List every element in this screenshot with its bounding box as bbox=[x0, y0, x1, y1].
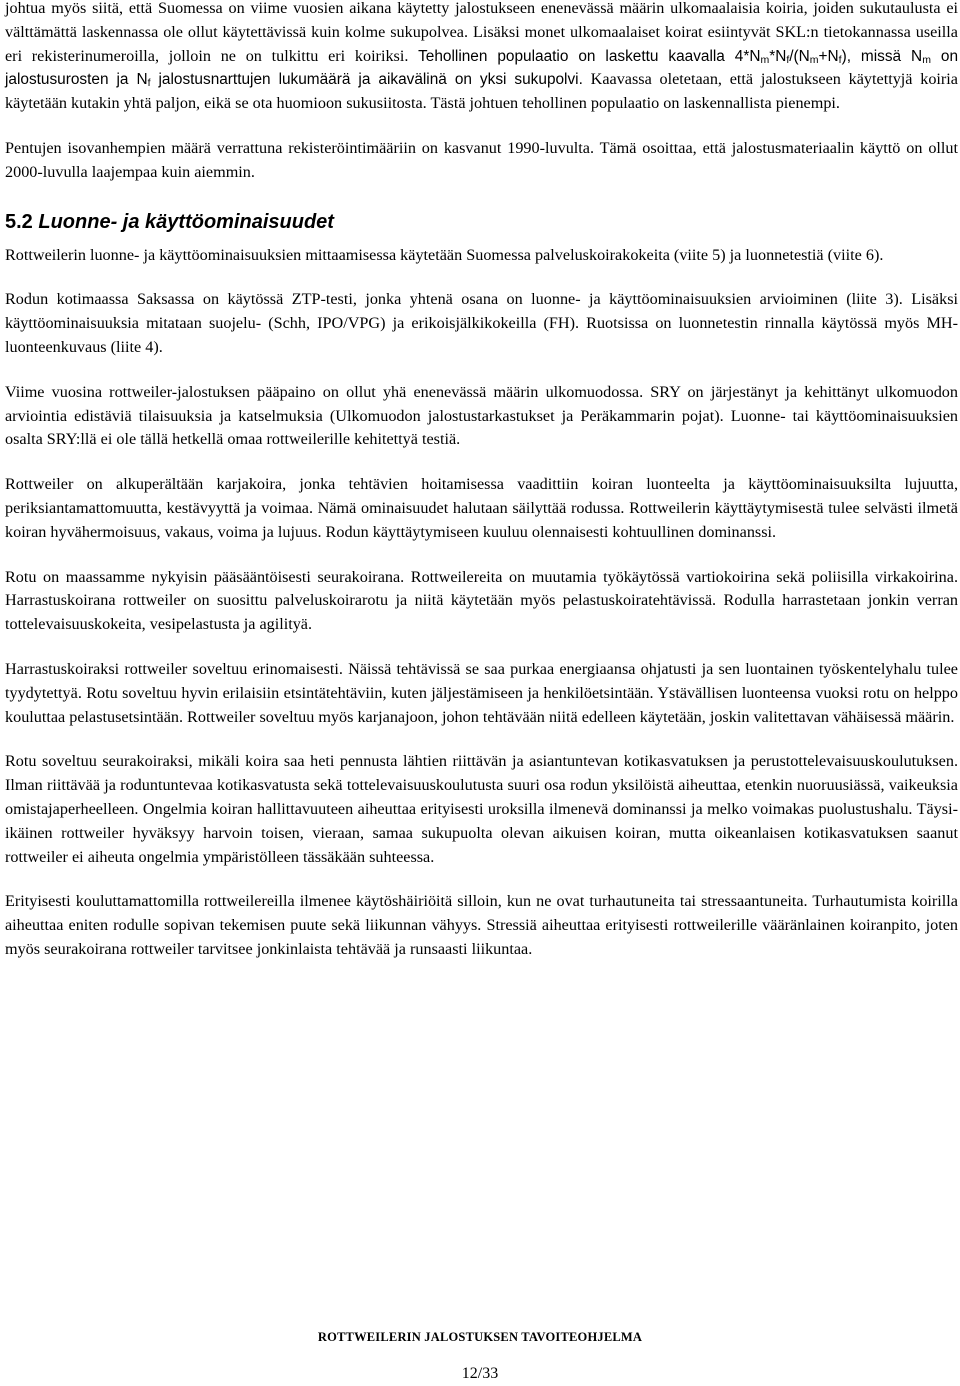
paragraph-hobby-dog: Harrastuskoiraksi rottweiler soveltuu erinomaisesti. Näissä tehtävissä se saa purkaa energiaansa ohjatusti ja sen luontainen työskentelyhalu tulee tyydytettyä. Rotu soveltuu hyvin erilaisiin etsintätehtäviin, kuten jäljestämiseen ja henkilöetsintään. Ystävällisen luonteensa vuoksi rotu on helppo kouluttaa pelastusetsintään. Rottweiler soveltuu myös karjanajoon, johon tehtävään niitä edelleen käytetään, joskin valitettavan vähäisessä määrin. bbox=[5, 659, 958, 726]
paragraph-text: Kaavassa oletetaan, että jalostukseen käytettyjä koiria käytetään kutakin yhtä paljon, eikä se ota huomioon sukusiitosta. Tästä johtuen tehollinen populaatio on laskennallista pienempi. bbox=[5, 70, 958, 113]
document-page bbox=[5, 0, 958, 962]
paragraph-behaviour-problems: Erityisesti kouluttamattomilla rottweilereilla ilmenee käytöshäiriöitä silloin, kun ne ovat turhautuneita tai stressaantuneita. Turhautumista koirilla aiheuttaa eniten rodulle sopivan tekemisen puute sekä liikunnan vähyys. Stressiä aiheuttaa erityisesti rottweilerille vääränlainen koiranpito, joten myös seurakoirana rottweiler tarvitsee jonkinlaista tehtävää ja runsaasti liikuntaa. bbox=[5, 892, 958, 958]
section-title: Luonne- ja käyttöominaisuudet bbox=[38, 210, 334, 233]
subscript-f: f bbox=[147, 77, 151, 90]
paragraph-testing-finland: Rottweilerin luonne- ja käyttöominaisuuksien mittaamisessa käytetään Suomessa palveluskoirakokeita (viite 5) ja luonnetestiä (viite 6). bbox=[5, 245, 884, 264]
paragraph-grandparents: Pentujen isovanhempien määrä verrattuna rekisteröintimääriin on kasvanut 1990-luvulta. Tämä osoittaa, että jalostusmateriaalin käyttö on ollut 2000-luvulla laajempaa kuin aiemmin. bbox=[5, 138, 958, 181]
paragraph-usage: Rotu on maassamme nykyisin pääsääntöisesti seurakoirana. Rottweilereita on muutamia työkäytössä vartiokoirina sekä poliisilla virkakoirina. Harrastuskoirana rottweiler on suosittu palveluskoirarotu ja niitä käytetään myös pelastuskoiratehtävissä. Rodulla harrastetaan jonkin verran tottelevaisuuskokeita, vesipelastusta ja agilityä. bbox=[5, 567, 958, 634]
subscript-m: m bbox=[809, 53, 819, 66]
paragraph-text: johtua myös siitä, että Suomessa on viime vuosien aikana käytetty jalostukseen enenevässä määrin ulkomaalaisia koiria, joiden sukutaulusta ei välttämättä laskennassa ole ollut käytettävissä kuin kolme sukupolvea. Lisäksi monet ulkomaalaiset koirat esiintyvät SKL:n tietokannassa useilla eri rekisterinumeroilla, jolloin ne on tulkittu eri koiriksi. bbox=[5, 0, 958, 65]
formula-intro: Tehollinen populaatio on laskettu kaavalla $4*N_m*N_f/(N_m+N_f)$, missä $N_m$ on jalostusurosten ja $N_f$ jalostusnarttujen lukumäärä ja aikavälinä on yksi sukupolvi. bbox=[5, 47, 959, 90]
subscript-m: m bbox=[760, 53, 770, 66]
page-number: 12/33 bbox=[461, 1365, 499, 1382]
subscript-m: m bbox=[922, 53, 931, 66]
paragraph-breeding-focus: Viime vuosina rottweiler-jalostuksen pääpaino on ollut yhä enenevässä määrin ulkomuodossa. SRY on järjestänyt ja kehittänyt ulkomuodon arviointia edistäviä tilaisuuksia ja katselmuksia (Ulkomuodon jalostustarkastukset ja Peräkammarin pojat). Luonne- tai käyttöominaisuuksien osalta SRY:llä ei ole tällä hetkellä omaa rottweilerille kehitettyä testiä. bbox=[5, 382, 958, 449]
subscript-f: f bbox=[786, 53, 790, 66]
footer-title: ROTTWEILERIN JALOSTUKSEN TAVOITEOHJELMA bbox=[317, 1330, 643, 1344]
section-number: 5.2 bbox=[5, 210, 33, 233]
subscript-f: f bbox=[838, 53, 842, 66]
paragraph-testing-germany: Rodun kotimaassa Saksassa on käytössä ZTP-testi, jonka yhtenä osana on luonne- ja käyttöominaisuuksien arvioiminen (liite 3). Lisäksi käyttöominaisuuksia mitataan suojelu- (Schh, IPO/VPG) ja erikoisjälkikokeilla (FH). Ruotsissa on luonnetestin rinnalla käytössä myös MH-luonteenkuvaus (liite 4). bbox=[5, 290, 958, 356]
section-heading bbox=[5, 209, 958, 235]
paragraph-effective-population bbox=[5, 0, 958, 116]
paragraph-origin: Rottweiler on alkuperältään karjakoira, jonka tehtävien hoitamisessa vaadittiin koiran luonteelta ja käyttöominaisuuksilta lujuutta, periksiantamattomuutta, kestävyyttä ja voimaa. Nämä ominaisuudet halutaan säilyttää rodussa. Rottweilerin käyttäytymisestä tulee selvästi ilmetä koiran hyvähermoisuus, vakaus, voima ja lujuus. Rodun käyttäytymiseen kuuluu olennaisesti kohtuullinen dominanssi. bbox=[5, 475, 958, 541]
paragraph-companion-dog: Rotu soveltuu seurakoiraksi, mikäli koira saa heti pennusta lähtien riittävän ja asiantuntevan kotikasvatuksen ja perustottelevaisuuskoulutuksen. Ilman riittävää ja roduntuntevaa kotikasvatusta sekä tottelevaisuuskoulutusta suuri osa rodun yksilöistä aiheuttaa, etenkin nuoruusiässä, vaikeuksia omistajaperheelleen. Ongelmia koiran hallittavuuteen aiheuttaa erityisesti uroksilla ilmenevä dominanssi ja melko voimakas puolustushalu. Täysi-ikäinen rottweiler hyväksyy harvoin toisen, vieraan, samaa sukupuolta olevan aikuisen koiran, mutta oikeanlaisen kotikasvatuksen saanut rottweiler ei aiheuta ongelmia ympäristölleen tässäkään suhteessa. bbox=[5, 752, 958, 866]
